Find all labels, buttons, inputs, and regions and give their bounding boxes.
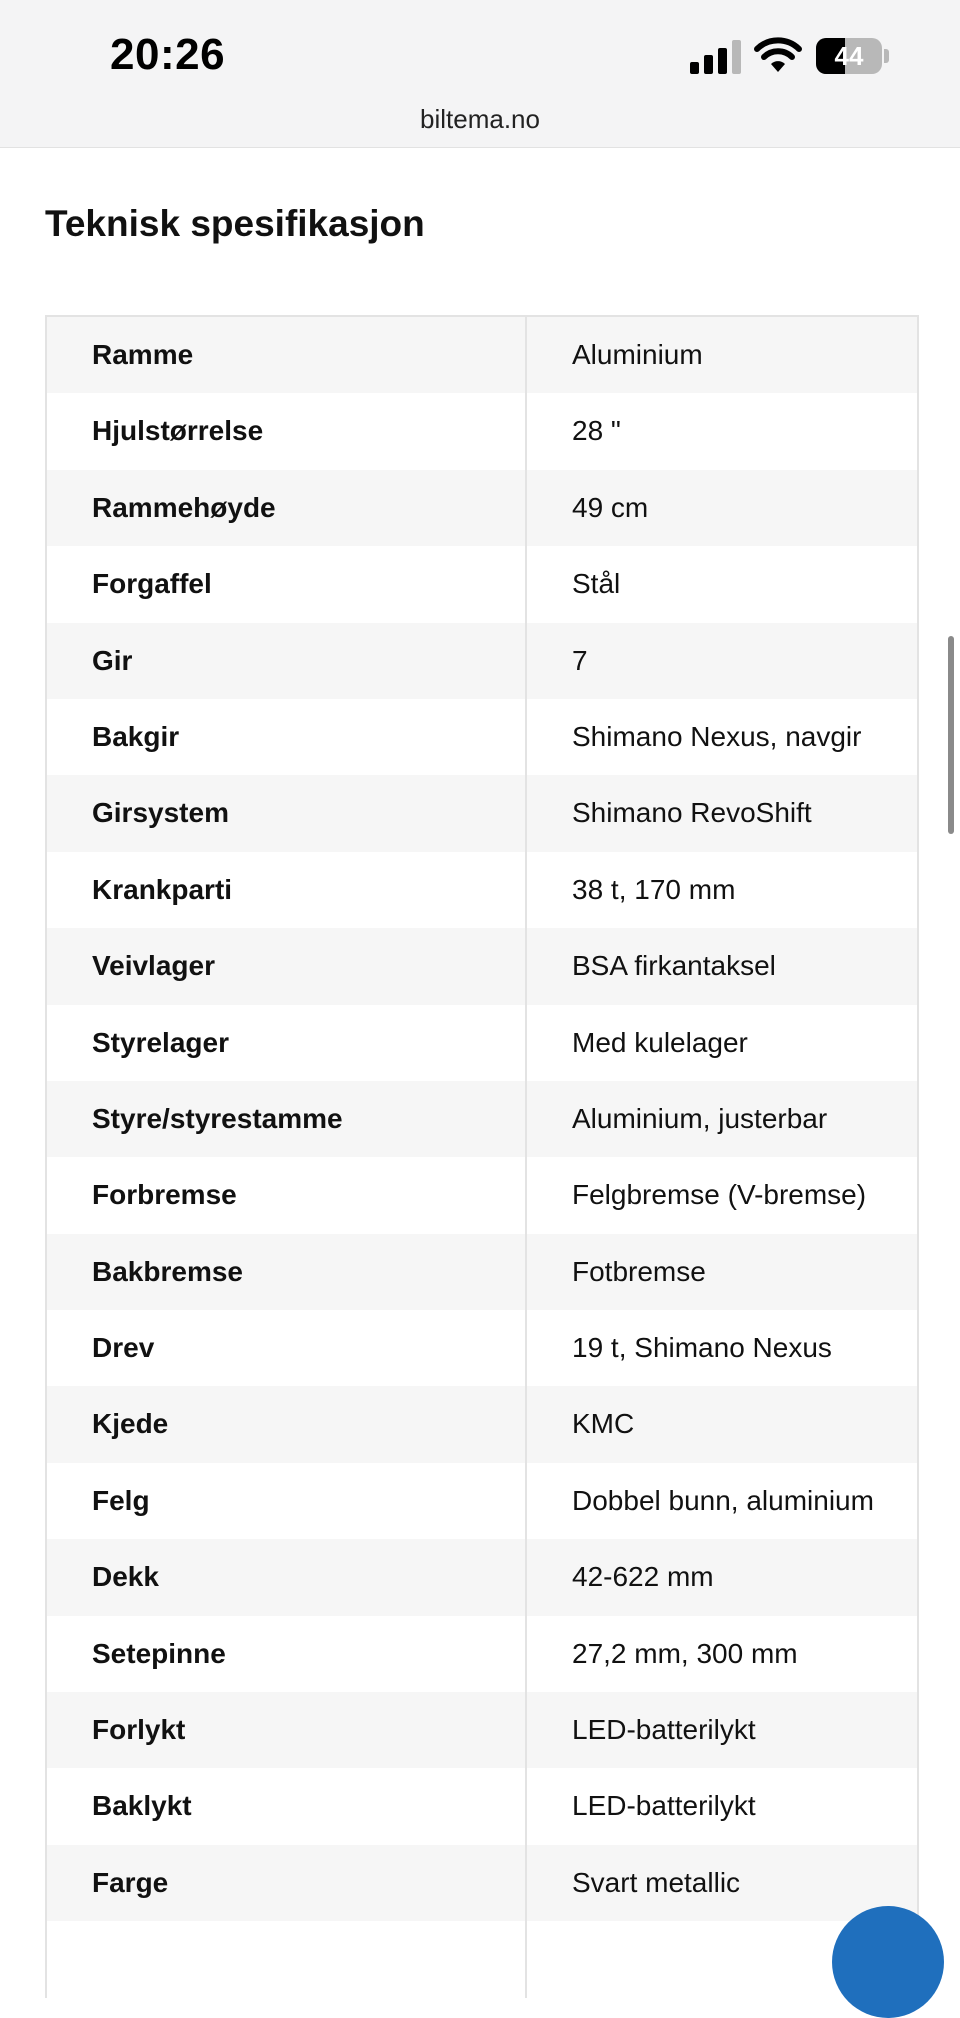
spec-label: Ramme	[47, 317, 527, 393]
table-row	[47, 775, 917, 851]
spec-value: LED-batterilykt	[572, 1790, 756, 1822]
spec-value: 38 t, 170 mm	[572, 873, 736, 905]
spec-label: Bakbremse	[47, 1234, 527, 1310]
spec-value: Svart metallic	[572, 1866, 741, 1898]
spec-value: Fotbremse	[572, 1255, 706, 1287]
spec-label: Hjulstørrelse	[47, 393, 527, 469]
spec-label: Farge	[47, 1845, 527, 1921]
spec-value: Dobbel bunn, aluminium	[572, 1484, 874, 1516]
spec-value: Aluminium, justerbar	[572, 1102, 828, 1134]
spec-label: Gir	[47, 623, 527, 699]
spec-label: Forlykt	[47, 1692, 527, 1768]
spec-value: BSA firkantaksel	[572, 950, 776, 982]
wifi-icon	[754, 36, 802, 74]
table-row	[47, 1692, 917, 1768]
table-row	[47, 699, 917, 775]
floating-action-button[interactable]	[832, 1906, 944, 2018]
status-time: 20:26	[110, 30, 226, 79]
battery-level: 44	[834, 41, 864, 71]
spec-label: Felg	[47, 1463, 527, 1539]
table-row	[47, 546, 917, 622]
table-row	[47, 1539, 917, 1615]
table-row	[47, 852, 917, 928]
table-row	[47, 1157, 917, 1233]
table-row	[47, 1005, 917, 1081]
spec-value: 49 cm	[572, 491, 649, 523]
spec-label: Girsystem	[47, 775, 527, 851]
table-row	[47, 1310, 917, 1386]
spec-value	[527, 1921, 572, 1997]
spec-value: Shimano Nexus, navgir	[572, 720, 862, 752]
table-row	[47, 1463, 917, 1539]
spec-label: Styrelager	[47, 1005, 527, 1081]
spec-value: LED-batterilykt	[572, 1714, 756, 1746]
spec-value: Stål	[572, 568, 621, 600]
browser-status-bar	[0, 0, 960, 148]
spec-label: Baklykt	[47, 1768, 527, 1844]
table-row	[47, 1386, 917, 1462]
table-row	[47, 623, 917, 699]
spec-label: Dekk	[47, 1539, 527, 1615]
cellular-signal-icon	[690, 40, 742, 74]
spec-label: Bakgir	[47, 699, 527, 775]
spec-value: KMC	[572, 1408, 635, 1440]
spec-value: Felgbremse (V-bremse)	[572, 1179, 867, 1211]
spec-label: Kjede	[47, 1386, 527, 1462]
table-row	[47, 393, 917, 469]
table-row	[47, 928, 917, 1004]
battery-tip-icon	[884, 49, 889, 63]
spec-value: 19 t, Shimano Nexus	[572, 1332, 832, 1364]
spec-label: Drev	[47, 1310, 527, 1386]
spec-value: 28 "	[572, 415, 621, 447]
section-title: Teknisk spesifikasjon	[45, 203, 425, 244]
spec-value: 27,2 mm, 300 mm	[572, 1637, 798, 1669]
table-row	[47, 1768, 917, 1844]
spec-label: Forbremse	[47, 1157, 527, 1233]
spec-value: Aluminium	[572, 339, 703, 370]
spec-label: Setepinne	[47, 1616, 527, 1692]
spec-value: 42-622 mm	[572, 1561, 714, 1593]
table-row	[47, 1921, 917, 1997]
spec-label: Veivlager	[47, 928, 527, 1004]
battery-icon	[816, 38, 882, 74]
table-row	[47, 470, 917, 546]
spec-value: Med kulelager	[572, 1026, 748, 1058]
spec-table	[45, 315, 919, 1998]
spec-label	[47, 1921, 527, 1997]
spec-label: Styre/styrestamme	[47, 1081, 527, 1157]
table-row	[47, 1234, 917, 1310]
address-bar-url[interactable]: biltema.no	[420, 104, 540, 134]
table-row	[47, 1845, 917, 1921]
spec-label: Krankparti	[47, 852, 527, 928]
scrollbar[interactable]	[948, 636, 954, 834]
spec-label: Rammehøyde	[47, 470, 527, 546]
table-row	[47, 1081, 917, 1157]
spec-value: 7	[572, 644, 588, 676]
table-row	[47, 317, 917, 393]
spec-label: Forgaffel	[47, 546, 527, 622]
spec-value: Shimano RevoShift	[572, 797, 812, 829]
table-row	[47, 1616, 917, 1692]
